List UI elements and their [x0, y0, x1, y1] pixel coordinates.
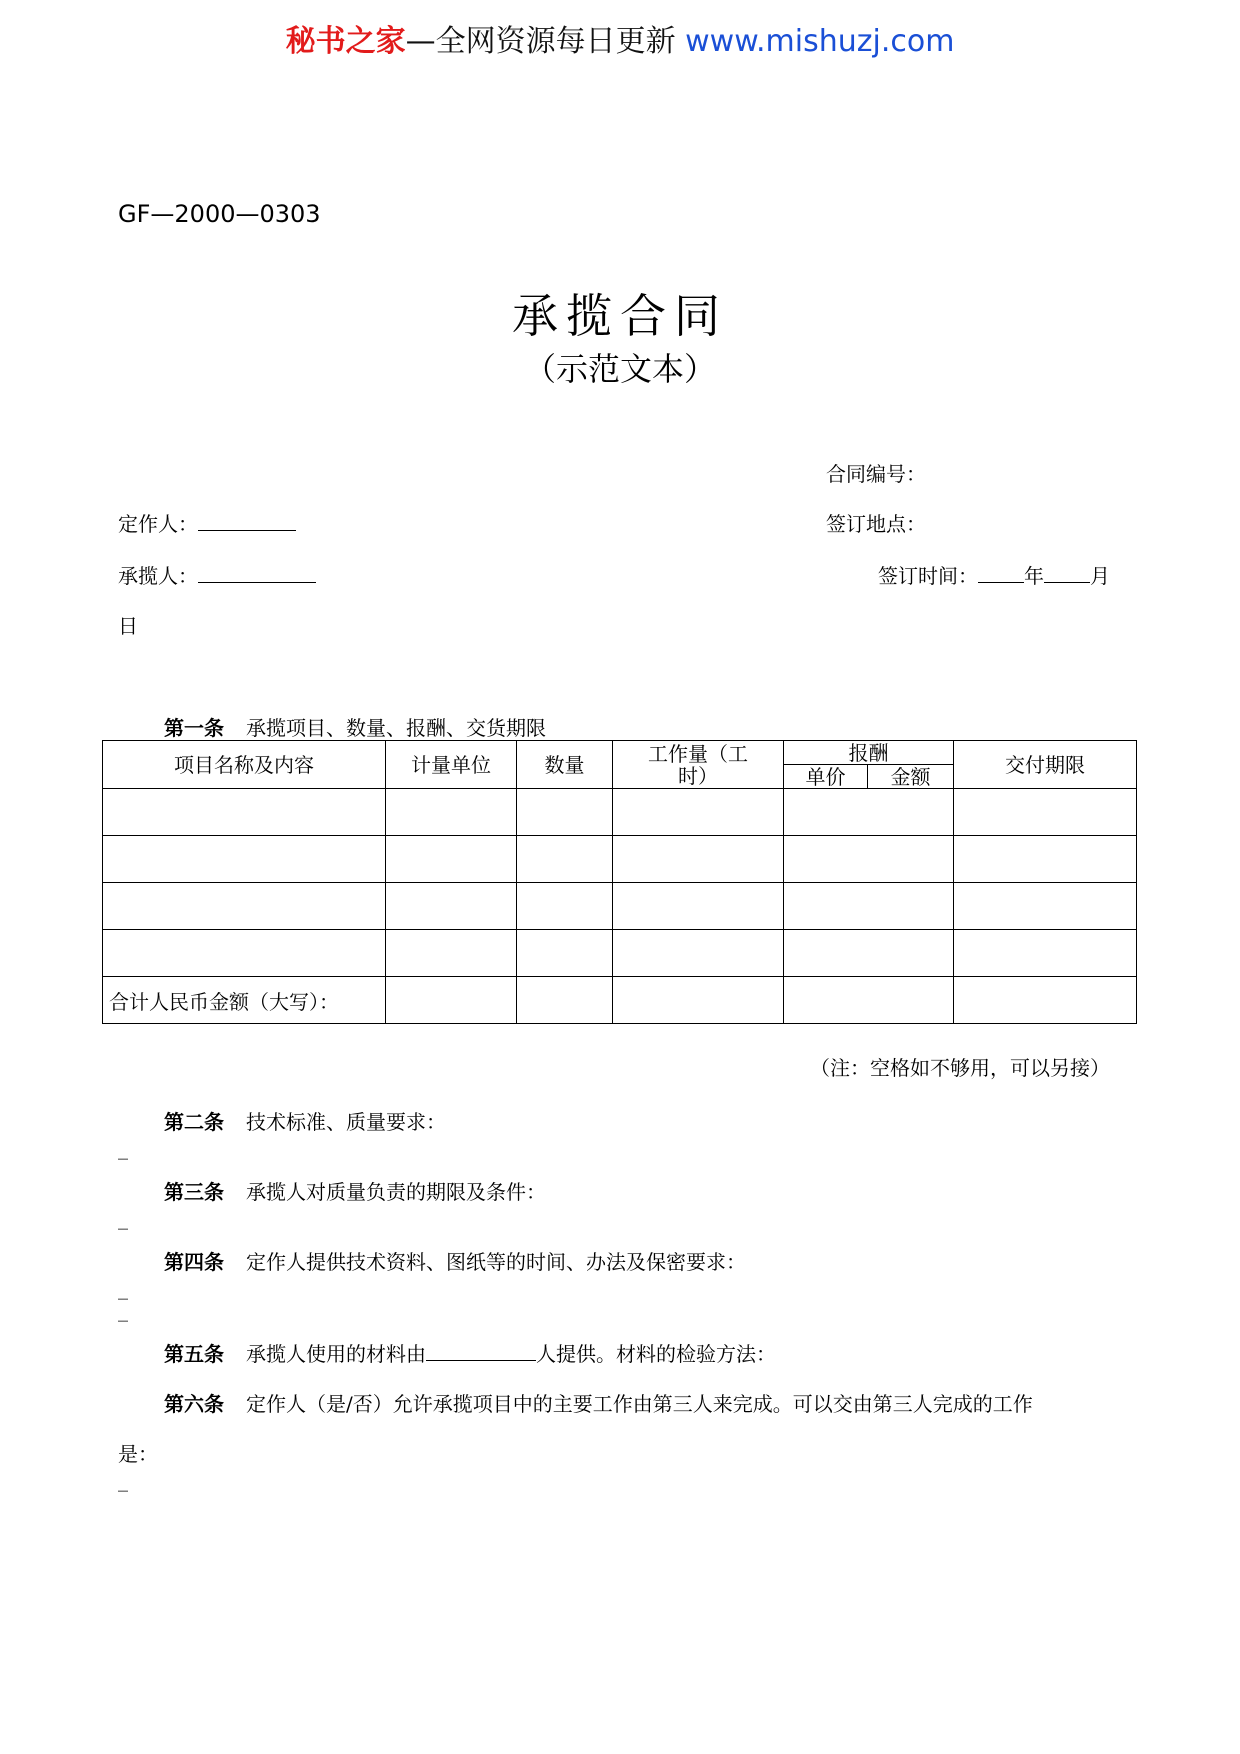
article-2-blank[interactable]: _: [118, 1136, 128, 1160]
cell[interactable]: [613, 977, 784, 1024]
cell[interactable]: [954, 836, 1137, 883]
table-header-row: [103, 741, 1137, 765]
cell[interactable]: [784, 836, 954, 883]
cell[interactable]: [517, 836, 613, 883]
year-label: 年: [1024, 564, 1044, 588]
table-row: [103, 883, 1137, 930]
month-label: 月: [1090, 564, 1110, 588]
items-table: [102, 740, 1137, 1024]
orderer-label: 定作人：: [118, 512, 198, 536]
article-4-num: 第四条: [164, 1250, 224, 1274]
article-3-num: 第三条: [164, 1180, 224, 1204]
orderer-line: [118, 508, 296, 537]
cell[interactable]: [613, 930, 784, 977]
document-code: GF—2000—0303: [118, 200, 321, 228]
cell[interactable]: [784, 977, 954, 1024]
table-total-row: [103, 977, 1137, 1024]
cell[interactable]: [613, 883, 784, 930]
header-qty: 数量: [517, 741, 613, 789]
article-6-num: 第六条: [164, 1392, 224, 1416]
cell[interactable]: [386, 836, 517, 883]
article-6-blank[interactable]: _: [118, 1468, 128, 1492]
article-2: [164, 1106, 446, 1135]
sign-time-line: [878, 560, 1110, 589]
cell[interactable]: [954, 930, 1137, 977]
article-3-blank[interactable]: _: [118, 1206, 128, 1230]
header-deadline: 交付期限: [954, 741, 1137, 789]
article-2-num: 第二条: [164, 1110, 224, 1134]
header-name: 项目名称及内容: [103, 741, 386, 789]
document-subtitle: （示范文本）: [523, 350, 716, 388]
article-1-text: 承揽项目、数量、报酬、交货期限: [246, 716, 546, 740]
article-4-blank-2[interactable]: _: [118, 1298, 128, 1322]
table-row: [103, 789, 1137, 836]
cell[interactable]: [103, 930, 386, 977]
article-6-text: 定作人（是/否）允许承揽项目中的主要工作由第三人来完成。可以交由第三人完成的工作: [246, 1392, 1033, 1416]
article-4-blank-1[interactable]: _: [118, 1276, 128, 1300]
header-amount: 金额: [868, 765, 954, 789]
day-label: 日: [118, 614, 138, 638]
banner-url[interactable]: www.mishuzj.com: [685, 24, 955, 59]
cell[interactable]: [517, 930, 613, 977]
document-title: 承揽合同: [512, 289, 728, 343]
header-unit-price: 单价: [784, 765, 868, 789]
cell[interactable]: [103, 836, 386, 883]
article-2-text: 技术标准、质量要求：: [246, 1110, 446, 1134]
orderer-blank[interactable]: [198, 510, 296, 531]
banner-brand: 秘书之家: [285, 24, 406, 59]
cell[interactable]: [386, 930, 517, 977]
table-row: [103, 930, 1137, 977]
cell[interactable]: [103, 789, 386, 836]
cell[interactable]: [613, 789, 784, 836]
article-3-text: 承揽人对质量负责的期限及条件：: [246, 1180, 546, 1204]
article-6-continuation: 是：: [118, 1442, 158, 1466]
article-1: [164, 712, 546, 741]
cell[interactable]: [613, 836, 784, 883]
material-provider-blank[interactable]: [426, 1340, 536, 1361]
contractor-label: 承揽人：: [118, 564, 198, 588]
header-unit: 计量单位: [386, 741, 517, 789]
year-blank[interactable]: [978, 562, 1024, 583]
table-note: （注：空格如不够用，可以另接）: [810, 1056, 1110, 1080]
sign-time-label: 签订时间：: [878, 564, 978, 588]
cell[interactable]: [954, 977, 1137, 1024]
cell[interactable]: [517, 977, 613, 1024]
cell[interactable]: [954, 789, 1137, 836]
total-label: 合计人民币金额（大写）：: [103, 977, 386, 1024]
article-5-num: 第五条: [164, 1342, 224, 1366]
sign-place-label: 签订地点：: [826, 512, 926, 536]
cell[interactable]: [386, 883, 517, 930]
contractor-blank[interactable]: [198, 562, 316, 583]
header-workload: 工作量（工时）: [613, 741, 784, 789]
banner-slogan: —全网资源每日更新: [405, 24, 686, 59]
cell[interactable]: [386, 789, 517, 836]
article-4-text: 定作人提供技术资料、图纸等的时间、办法及保密要求：: [246, 1250, 746, 1274]
cell[interactable]: [386, 977, 517, 1024]
cell[interactable]: [784, 930, 954, 977]
contractor-line: [118, 560, 316, 589]
cell[interactable]: [784, 789, 954, 836]
cell[interactable]: [517, 883, 613, 930]
header-pay: 报酬: [784, 741, 954, 765]
contract-number-label: 合同编号：: [826, 462, 926, 486]
cell[interactable]: [954, 883, 1137, 930]
cell[interactable]: [517, 789, 613, 836]
article-5-text-before: 承揽人使用的材料由: [246, 1342, 426, 1366]
cell[interactable]: [784, 883, 954, 930]
article-5: [164, 1338, 776, 1367]
article-6: [164, 1388, 1033, 1417]
table-row: [103, 836, 1137, 883]
article-3: [164, 1176, 546, 1205]
site-banner: [0, 16, 1240, 60]
month-blank[interactable]: [1044, 562, 1090, 583]
article-5-text-after: 人提供。材料的检验方法：: [536, 1342, 776, 1366]
article-4: [164, 1246, 746, 1275]
cell[interactable]: [103, 883, 386, 930]
article-1-num: 第一条: [164, 716, 224, 740]
